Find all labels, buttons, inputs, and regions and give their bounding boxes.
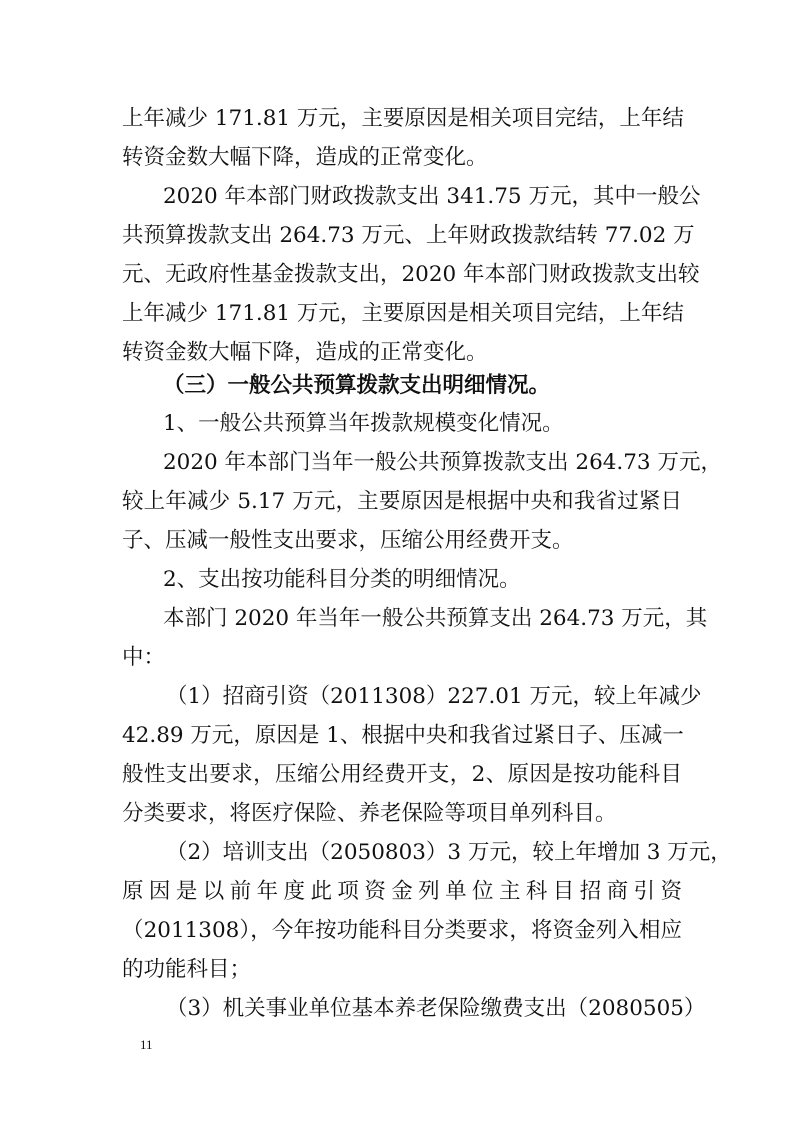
body-line: 42.89 万元，原因是 1、根据中央和我省过紧日子、压减一: [122, 723, 684, 748]
body-line: 子、压减一般性支出要求，压缩公用经费开支。: [122, 528, 574, 553]
body-line: 上年减少 171.81 万元，主要原因是相关项目完结，上年结: [122, 301, 684, 326]
body-line: 中：: [122, 645, 166, 670]
section-heading: （三）一般公共预算拨款支出明细情况。: [163, 373, 551, 398]
subsection-heading: 1、一般公共预算当年拨款规模变化情况。: [163, 411, 564, 436]
body-line: 分类要求，将医疗保险、养老保险等项目单列科目。: [122, 801, 617, 826]
body-line: （2011308），今年按功能科目分类要求，将资金列入相应: [122, 918, 682, 943]
body-line: 较上年减少 5.17 万元，主要原因是根据中央和我省过紧日: [122, 489, 682, 514]
body-line: 转资金数大幅下降，造成的正常变化。: [122, 340, 488, 365]
subsection-heading: 2、支出按功能科目分类的明细情况。: [163, 567, 521, 592]
body-line: 原因是以前年度此项资金列单位主科目招商引资: [122, 879, 682, 904]
body-line: 般性支出要求，压缩公用经费开支，2、原因是按功能科目: [122, 762, 682, 787]
body-line: 本部门 2020 年当年一般公共预算支出 264.73 万元，其: [163, 606, 708, 631]
body-line: 2020 年本部门当年一般公共预算拨款支出 264.73 万元，: [163, 450, 722, 475]
body-line: 转资金数大幅下降，造成的正常变化。: [122, 145, 488, 170]
body-line: 元、无政府性基金拨款支出，2020 年本部门财政拨款支出较: [122, 262, 700, 287]
body-line: （2）培训支出（2050803）3 万元，较上年增加 3 万元，: [166, 840, 732, 865]
body-line: 上年减少 171.81 万元，主要原因是相关项目完结，上年结: [122, 106, 684, 131]
body-line: 2020 年本部门财政拨款支出 341.75 万元，其中一般公: [163, 184, 701, 209]
body-line: 共预算拨款支出 264.73 万元、上年财政拨款结转 77.02 万: [122, 223, 695, 248]
body-line: 的功能科目；: [122, 957, 252, 982]
body-line: （3）机关事业单位基本养老保险缴费支出（2080505）: [166, 996, 706, 1021]
body-line: （1）招商引资（2011308）227.01 万元，较上年减少: [166, 684, 702, 709]
page-number: 11: [140, 1037, 153, 1052]
